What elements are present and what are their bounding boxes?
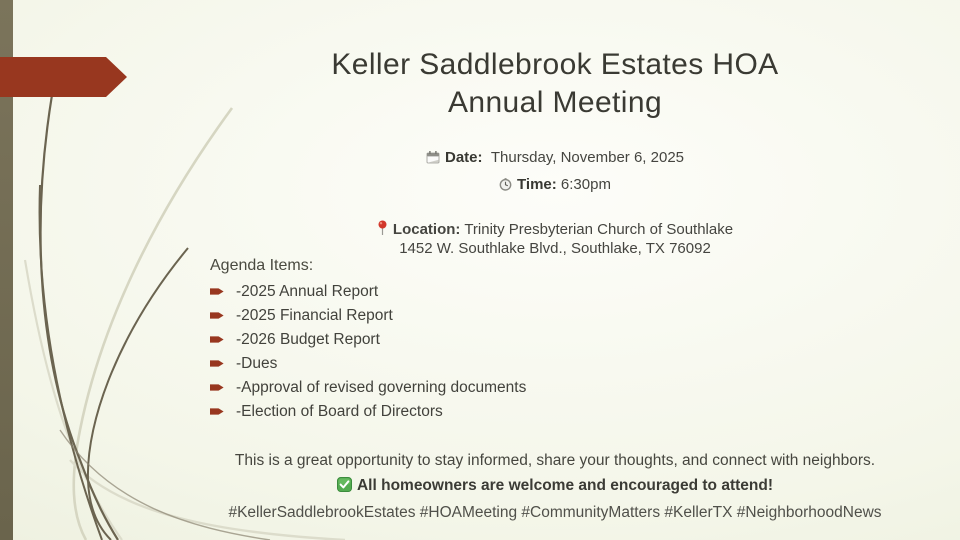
title-line-2: Annual Meeting	[447, 86, 663, 119]
agenda-item	[210, 331, 526, 348]
title-line-1: Keller Saddlebrook Estates HOA	[331, 48, 779, 81]
date-value: Thursday, November 6, 2025	[490, 149, 684, 166]
arrow-bullet-icon	[210, 331, 224, 348]
location-pin-icon	[377, 220, 388, 240]
agenda-item-label: -Approval of revised governing documents	[236, 379, 527, 396]
meeting-info	[150, 149, 960, 257]
arrow-bullet-icon	[210, 355, 224, 372]
date-label: Date:	[444, 149, 483, 166]
agenda-item-label: -2026 Budget Report	[236, 331, 380, 348]
footer-welcome-text: All homeowners are welcome and encouraged to attend!	[356, 477, 773, 494]
arrow-bullet-icon	[210, 283, 224, 300]
agenda-item-label: -Election of Board of Directors	[236, 403, 443, 420]
time-line	[150, 176, 960, 195]
time-label: Time:	[517, 176, 557, 193]
time-value: 6:30pm	[560, 176, 611, 193]
agenda-item-label: -2025 Annual Report	[236, 283, 379, 300]
clock-icon	[499, 178, 512, 195]
footer-section	[150, 452, 960, 521]
agenda-item-label: -2025 Financial Report	[236, 307, 393, 324]
agenda-section	[210, 256, 526, 427]
slide-title	[150, 46, 960, 122]
agenda-item	[210, 355, 526, 372]
date-line	[150, 149, 960, 168]
calendar-icon	[426, 150, 440, 168]
location-address: 1452 W. Southlake Blvd., Southlake, TX 76092	[399, 240, 711, 257]
agenda-list	[210, 283, 526, 420]
agenda-item	[210, 283, 526, 300]
agenda-item	[210, 307, 526, 324]
agenda-heading: Agenda Items:	[210, 257, 314, 274]
arrow-bullet-icon	[210, 403, 224, 420]
info-spacer	[150, 203, 960, 220]
agenda-item	[210, 379, 526, 396]
footer-welcome-line	[150, 477, 960, 496]
green-check-icon	[337, 477, 352, 496]
hashtags-line: #KellerSaddlebrookEstates #HOAMeeting #CommunityMatters #KellerTX #NeighborhoodNews	[228, 504, 882, 521]
arrow-bullet-icon	[210, 379, 224, 396]
location-line	[150, 220, 960, 240]
agenda-item	[210, 403, 526, 420]
agenda-item-label: -Dues	[236, 355, 278, 372]
accent-arrow-banner	[0, 57, 128, 98]
location-label: Location:	[392, 221, 461, 238]
footer-message: This is a great opportunity to stay informed, share your thoughts, and connect with neighbors.	[234, 452, 876, 469]
arrow-bullet-icon	[210, 307, 224, 324]
location-value: Trinity Presbyterian Church of Southlake	[464, 221, 734, 238]
